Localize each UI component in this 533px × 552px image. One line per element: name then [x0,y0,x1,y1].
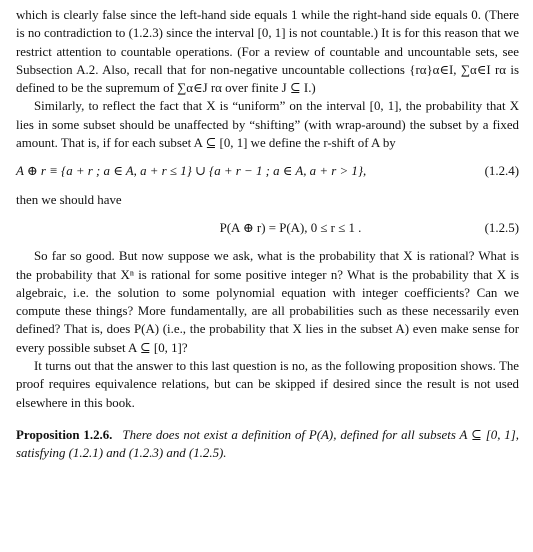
equation-1-2-5 [16,219,519,237]
equation-1-2-4-number: (1.2.4) [484,164,519,179]
paragraph-countable-operations: which is clearly false since the left-hand side equals 1 while the right-hand side equals 0. (There is no contradiction to (1.2.3) since the interval [0, 1] is not countable.) It is for this reason that we restrict attention to countable operations. (For a review of countable and uncountable sets, see Subsection A.2. Also, recall that for non-negative uncountable collections {rα}α∈I, ∑α∈I rα is defined to be the supremum of ∑α∈J rα over finite J ⊆ I.) [16,8,519,96]
equation-1-2-5-number: (1.2.5) [484,220,519,235]
paragraph-then-we-have: then we should have [16,192,122,207]
equation-1-2-5-body: P(A ⊕ r) = P(A), 0 ≤ r ≤ 1 . [219,220,362,235]
paragraph-answer-no: It turns out that the answer to this last question is no, as the following proposition shows. The proof requires equivalence relations, but can be skipped if desired since the result is not used elsewhere in this book. [16,359,519,410]
equation-1-2-4 [16,162,519,180]
proposition-statement: There does not exist a definition of P(A), defined for all subsets A ⊆ [0, 1], satisfying (1.2.1) and (1.2.3) and (1.2.5). [16,427,519,461]
paragraph-rational-questions: So far so good. But now suppose we ask, what is the probability that X is rational? What is the probability that Xⁿ is rational for some positive integer n? What is the probability that X is algebraic, i.e. the solution to some polynomial equation with integer coefficients? Can we compute these things? More fundamentally, are all probabilities such as these necessarily even defined? That is, does P(A) (i.e., the probability that X lies in the subset A) even make sense for every possible subset A ⊆ [0, 1]? [16,249,519,355]
equation-1-2-4-body: A ⊕ r ≡ {a + r ; a ∈ A, a + r ≤ 1} ∪ {a + r − 1 ; a ∈ A, a + r > 1}, [16,164,367,179]
paragraph-shift-definition: Similarly, to reflect the fact that X is “uniform” on the interval [0, 1], the probability that X lies in some subset should be unaffected by “shifting” (with wrap-around) the subset by a fixed amount. That is, if for each subset A ⊆ [0, 1] we define the r-shift of A by [16,99,519,151]
proposition-1-2-6 [16,426,519,463]
proposition-label: Proposition 1.2.6. [16,427,113,442]
